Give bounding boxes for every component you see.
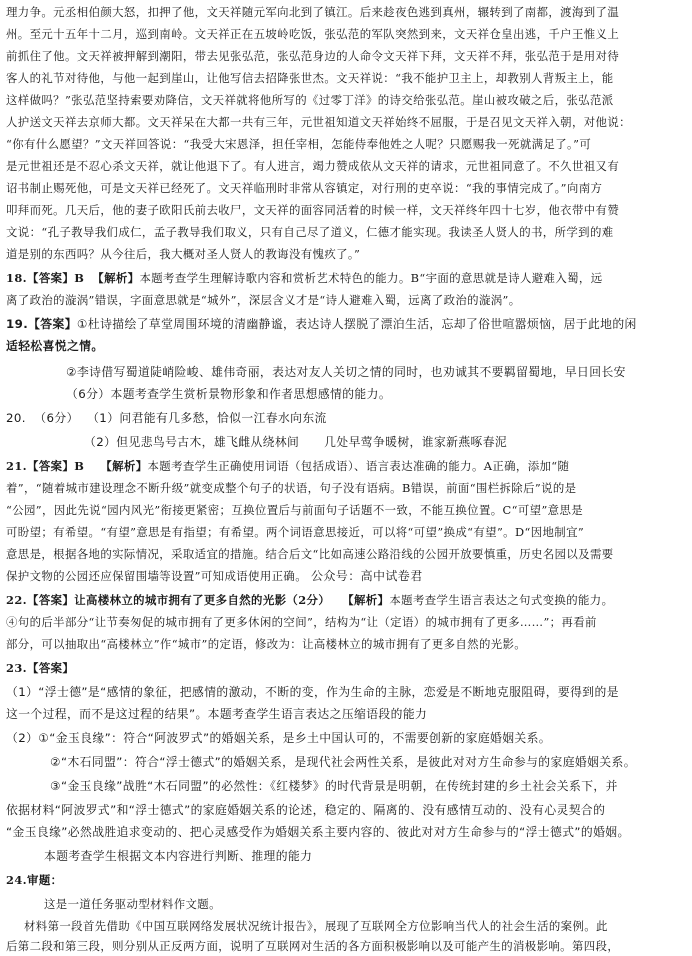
q23-p2d: 依据材料“阿波罗式”和“浮士德式”的家庭婚姻关系的论述，稳定的、隔离的、没有感情互动的、没有心灵契合的 bbox=[6, 803, 606, 817]
answer-label: 【答案】B bbox=[27, 271, 85, 285]
passage-line: 前抓住了他。文天祥被押解到潮阳，带去见张弘范，张弘范身边的人命令文天祥下拜，文天祥不拜，张弘范于是用对待 bbox=[6, 49, 620, 63]
passage-line: 人护送文天祥去京师大都。文天祥呆在大都一共有三年，元世祖知道文天祥始终不屈服，于是召见文天祥入朝，对他说： bbox=[6, 115, 631, 129]
question-number: 18. bbox=[6, 271, 28, 285]
answer-item: （2）但见悲鸟号古木，雄飞雌从绕林间 bbox=[84, 435, 300, 449]
passage-line: 客人的礼节对待他，与他一起到崖山，让他写信去招降张世杰。文天祥说：“我不能护卫主上，却教别人背叛主上，能 bbox=[6, 71, 614, 85]
q24-line2: 材料第一段首先借助《中国互联网络发展状况统计报告》，展现了互联网全方位影响当代人的社会生活的案例。此 bbox=[24, 919, 608, 933]
analysis-label: 【解析】 bbox=[92, 271, 140, 285]
q20-line2 bbox=[84, 432, 686, 452]
answer-text: ①杜诗描绘了草堂周围环境的清幽静谧，表达诗人摆脱了漂泊生活，忘却了俗世喧嚣烦恼，居于此地的闲 bbox=[76, 317, 637, 331]
q24-line3: 后第二段和第三段，则分别从正反两方面，说明了互联网对生活的各方面积极影响以及可能产生的消极影响。第四段， bbox=[6, 939, 620, 953]
score: （6分） bbox=[34, 411, 79, 425]
q21-line3: “公园”，因此先说“园内风光”衔接更紧密；互换位置后与前面句子话题不一致，不能互换位置。C“可望”意思是 bbox=[6, 503, 584, 517]
q23-p2c: ③“金玉良缘”战胜“木石同盟”的必然性：《红楼梦》的时代背景是明朝，在传统封建的乡土社会关系下，并 bbox=[50, 779, 618, 793]
q22-line2: ④句的后半部分“让节奏匆促的城市拥有了更多休闲的空间”，结构为“让（定语）的城市拥有了更多……”；再看前 bbox=[6, 615, 597, 629]
passage-line: 是元世祖还是不忍心杀文天祥，就让他退下了。有人进言，竭力赞成依从文天祥的请求，元世祖同意了。不久世祖又有 bbox=[6, 159, 620, 173]
q22-line3: 部分，可以抽取出“高楼林立”作“城市”的定语，修改为：让高楼林立的城市拥有了更多自然的光影。 bbox=[6, 637, 527, 651]
q23-p2e: “金玉良缘”必然战胜追求变动的、把心灵感受作为婚姻关系主要内容的、彼此对对方生命参与的“浮士德式”的婚姻。 bbox=[6, 825, 630, 839]
q21-line2: 着”，“随着城市建设理念不断升级”就变成整个句子的状语，句子没有语病。B错误，前面“围栏拆除后”说的是 bbox=[6, 481, 577, 495]
q23-p2a: （2）①“金玉良缘”：符合“阿波罗式”的婚姻关系，是乡土中国认可的，不需要创新的家庭婚姻关系。 bbox=[6, 731, 552, 745]
q19-line1 bbox=[6, 314, 686, 334]
q19-line3: ②李诗借写蜀道陡峭险峻、雄伟奇丽，表达对友人关切之情的同时，也劝诚其不要羁留蜀地，早日回长安 bbox=[66, 365, 626, 379]
passage-line: 诏书制止赐死他，可是文天祥已经死了。文天祥临刑时非常从容镇定，对行刑的吏卒说：“我的事情完成了。”向南方 bbox=[6, 181, 603, 195]
answer-item: （1）问君能有几多愁，恰似一江春水向东流 bbox=[87, 411, 327, 425]
q21-line4: 可盼望；有希望。“有望”意思是有指望；有希望。两个词语意思接近，可以将“可望”换成“有望”。D“因地制宜” bbox=[6, 525, 585, 539]
q24-heading bbox=[6, 870, 686, 890]
q23-heading bbox=[6, 658, 686, 678]
q21-line1 bbox=[6, 456, 686, 476]
answer-label: 【答案】让高楼林立的城市拥有了更多自然的光影（2分） bbox=[27, 593, 331, 607]
passage-line: “你有什么愿望？”文天祥回答说：“我受大宋恩泽，担任宰相，怎能侍奉他姓之人呢？只愿赐我一死就满足了。”可 bbox=[6, 137, 592, 151]
section-label: 审题： bbox=[27, 873, 63, 887]
q24-line1: 这是一道任务驱动型材料作文题。 bbox=[44, 897, 221, 911]
analysis-text: 本题考查学生理解诗歌内容和赏析艺术特色的能力。B“宇面的意思就是诗人避难入蜀，远 bbox=[139, 271, 603, 285]
question-number: 19. bbox=[6, 317, 29, 331]
q21-line5: 意思是，根据各地的实际情况，采取适宜的措施。结合后文“比如高速公路沿线的公园开放要慎重，历史名园以及需要 bbox=[6, 547, 614, 561]
question-number: 21. bbox=[6, 459, 28, 473]
passage-line: 这样做吗？”张弘范坚持索要劝降信，文天祥就将他所写的《过零丁洋》的诗交给张弘范。崖山被攻破之后，张弘范派 bbox=[6, 93, 614, 107]
analysis-label: 【解析】 bbox=[342, 593, 390, 607]
question-number: 24. bbox=[6, 873, 28, 887]
q23-p1b: 这一个过程，而不是这过程的结果”。本题考查学生语言表达之压缩语段的能力 bbox=[6, 707, 428, 721]
answer-label: 【答案】B bbox=[27, 459, 85, 473]
answer-label: 【答案】 bbox=[28, 317, 77, 331]
q20-line1 bbox=[6, 408, 686, 428]
watermark-text: 公众号：高中试卷君 bbox=[311, 569, 423, 583]
q22-line1 bbox=[6, 590, 686, 610]
q23-p2b: ②“木石同盟”：符合“浮士德式”的婚姻关系，是现代社会两性关系，是彼此对对方生命参与的家庭婚姻关系。 bbox=[50, 755, 636, 769]
q19-note: （6分）本题考查学生赏析景物形象和作者思想感情的能力。 bbox=[66, 387, 392, 401]
q23-note: 本题考查学生根据文本内容进行判断、推理的能力 bbox=[44, 849, 313, 863]
question-number: 23. bbox=[6, 661, 28, 675]
question-number: 22. bbox=[6, 593, 28, 607]
passage-line: 州。至元十五年十二月，巡到南岭。文天祥正在五坡岭吃饭，张弘范的军队突然到来，文天祥仓皇出逃，千户王惟义上 bbox=[6, 27, 620, 41]
analysis-text: 本题考查学生语言表达之句式变换的能力。 bbox=[389, 593, 614, 607]
passage-line: 道是别的东西吗？从今往后，我大概对圣人贤人的教诲没有愧疚了。” bbox=[6, 247, 361, 261]
q18-line2: 离了政治的漩涡”错误，字面意思就是“城外”，深层含义才是“诗人避难入蜀，远离了政治的漩涡”。 bbox=[6, 293, 521, 307]
q23-p1a: （1）“浮士德”是“感情的象征，把感情的激动，不断的变，作为生命的主脉，恋爱是不断地克服阻碍，要得到的是 bbox=[6, 685, 619, 699]
q19-line2: 适轻松喜悦之情。 bbox=[6, 339, 104, 353]
passage-line: 文说：“孔子教导我们成仁，孟子教导我们取义，只有自己尽了道义，仁德才能实现。我读圣人贤人的书，所学到的难 bbox=[6, 225, 614, 239]
analysis-label: 【解析】 bbox=[100, 459, 148, 473]
question-number: 20. bbox=[6, 411, 26, 425]
passage-line: 叩拜而死。几天后，他的妻子欧阳氏前去收尸，文天祥的面容同活着的时候一样，文天祥终年四十七岁，他衣带中有赞 bbox=[6, 203, 620, 217]
analysis-text: 保护文物的公园还应保留围墙等设置”可知成语使用正确。 bbox=[6, 569, 307, 583]
analysis-text: 本题考查学生正确使用词语（包括成语）、语言表达准确的能力。A正确，添加“随 bbox=[147, 459, 570, 473]
passage-line: 理力争。元丞相伯颜大怒，扣押了他，文天祥随元军向北到了镇江。后来趁夜色逃到真州，辗转到了南都，渡海到了温 bbox=[6, 5, 620, 19]
answer-item: 几处早莺争暖树，谁家新燕啄春泥 bbox=[324, 435, 508, 449]
answer-label: 【答案】 bbox=[27, 661, 75, 675]
q21-line6 bbox=[6, 566, 686, 586]
q18-line1 bbox=[6, 268, 686, 288]
